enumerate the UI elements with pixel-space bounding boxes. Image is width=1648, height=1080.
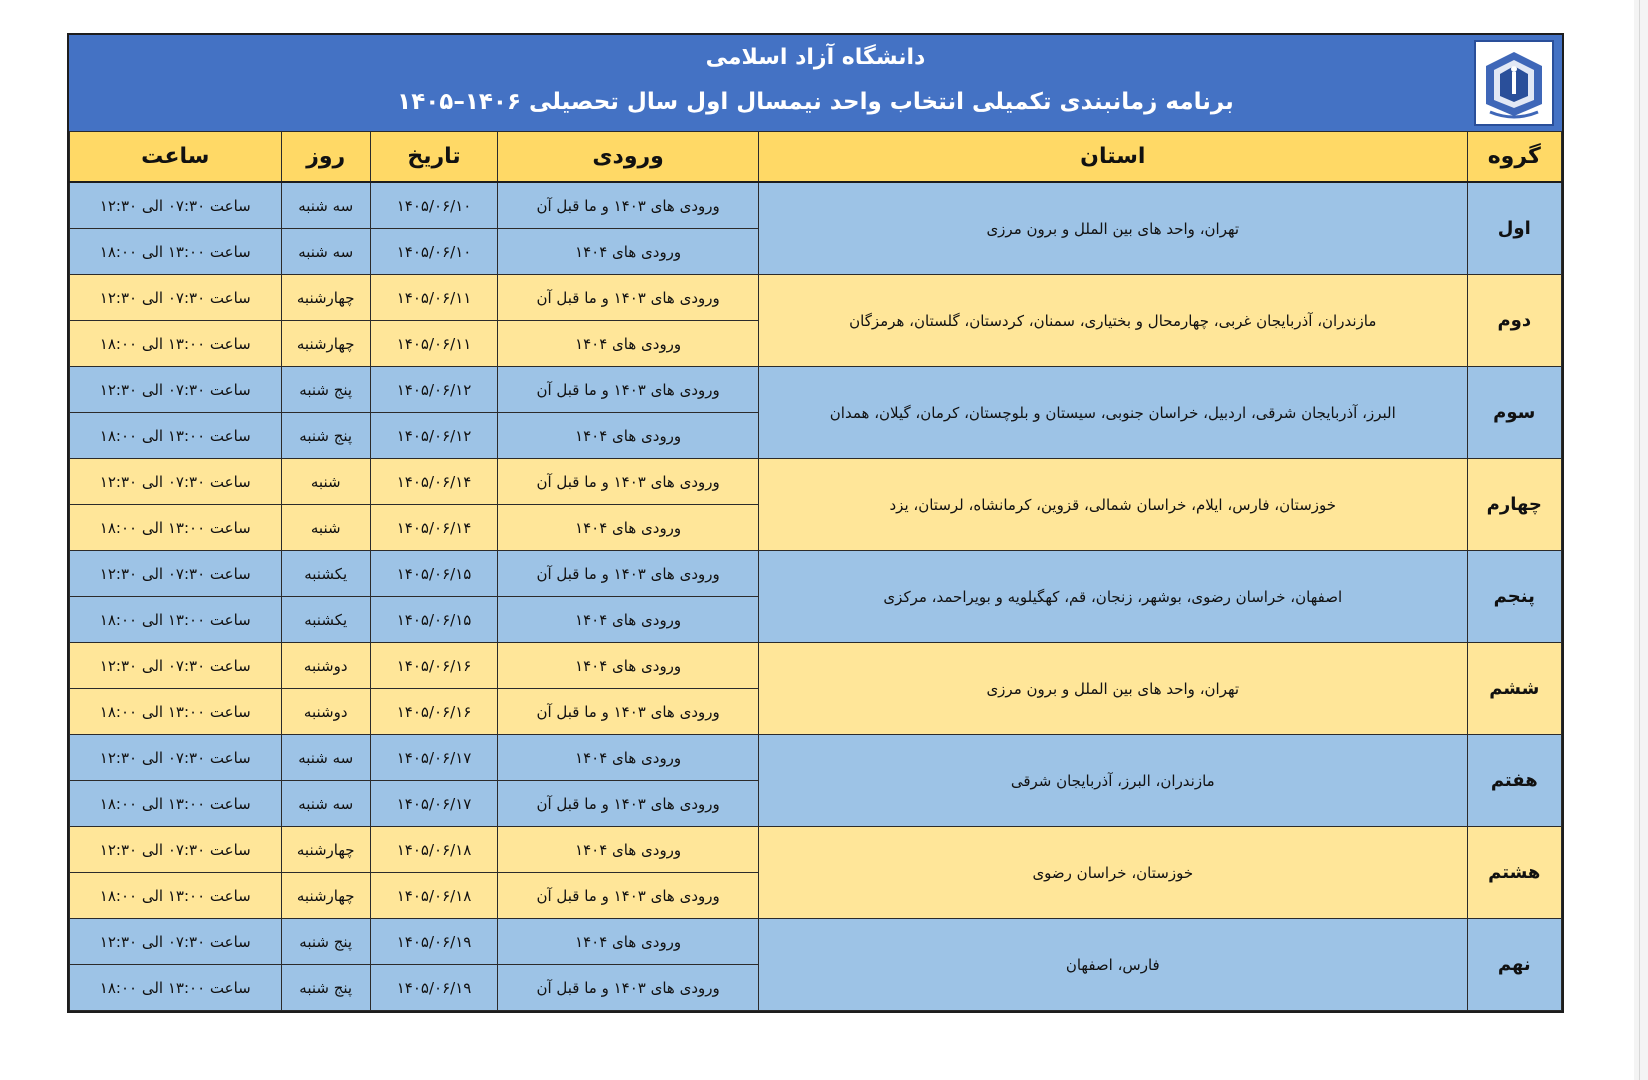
entry-cell: ورودی های ۱۴۰۴ (498, 597, 759, 643)
date-cell: ۱۴۰۵/۰۶/۱۹ (370, 919, 497, 965)
entry-cell: ورودی های ۱۴۰۳ و ما قبل آن (498, 459, 759, 505)
entry-cell: ورودی های ۱۴۰۴ (498, 827, 759, 873)
table-row (70, 182, 1562, 229)
time-cell: ساعت ۱۳:۰۰ الی ۱۸:۰۰ (70, 781, 282, 827)
schedule-subtitle: برنامه زمانبندی تکمیلی انتخاب واحد نیمسال اول سال تحصیلی ۱۴۰۶–۱۴۰۵ (397, 89, 1234, 115)
column-header-time: ساعت (70, 132, 282, 183)
time-cell: ساعت ۰۷:۳۰ الی ۱۲:۳۰ (70, 643, 282, 689)
entry-cell: ورودی های ۱۴۰۴ (498, 919, 759, 965)
date-cell: ۱۴۰۵/۰۶/۱۴ (370, 459, 497, 505)
day-cell: یکشنبه (281, 597, 370, 643)
time-cell: ساعت ۱۳:۰۰ الی ۱۸:۰۰ (70, 597, 282, 643)
entry-cell: ورودی های ۱۴۰۴ (498, 643, 759, 689)
time-cell: ساعت ۱۳:۰۰ الی ۱۸:۰۰ (70, 965, 282, 1011)
date-cell: ۱۴۰۵/۰۶/۱۵ (370, 597, 497, 643)
group-name: دوم (1467, 275, 1561, 367)
group-provinces: اصفهان، خراسان رضوی، بوشهر، زنجان، قم، کهگیلویه و بویراحمد، مرکزی (759, 551, 1468, 643)
date-cell: ۱۴۰۵/۰۶/۱۵ (370, 551, 497, 597)
table-row (70, 275, 1562, 321)
university-logo-icon (1474, 40, 1554, 126)
entry-cell: ورودی های ۱۴۰۴ (498, 505, 759, 551)
day-cell: پنج شنبه (281, 965, 370, 1011)
group-name: هشتم (1467, 827, 1561, 919)
day-cell: دوشنبه (281, 643, 370, 689)
time-cell: ساعت ۰۷:۳۰ الی ۱۲:۳۰ (70, 459, 282, 505)
scrollbar-track[interactable] (1634, 0, 1648, 1080)
day-cell: چهارشنبه (281, 827, 370, 873)
university-title: دانشگاه آزاد اسلامی (705, 45, 926, 70)
entry-cell: ورودی های ۱۴۰۴ (498, 321, 759, 367)
entry-cell: ورودی های ۱۴۰۳ و ما قبل آن (498, 873, 759, 919)
date-cell: ۱۴۰۵/۰۶/۱۷ (370, 781, 497, 827)
day-cell: سه شنبه (281, 229, 370, 275)
time-cell: ساعت ۱۳:۰۰ الی ۱۸:۰۰ (70, 505, 282, 551)
group-provinces: مازندران، آذربایجان غربی، چهارمحال و بختیاری، سمنان، کردستان، گلستان، هرمزگان (759, 275, 1468, 367)
day-cell: یکشنبه (281, 551, 370, 597)
day-cell: دوشنبه (281, 689, 370, 735)
date-cell: ۱۴۰۵/۰۶/۱۲ (370, 367, 497, 413)
date-cell: ۱۴۰۵/۰۶/۱۱ (370, 321, 497, 367)
day-cell: سه شنبه (281, 182, 370, 229)
day-cell: پنج شنبه (281, 919, 370, 965)
schedule-table (69, 131, 1562, 1011)
group-provinces: خوزستان، فارس، ایلام، خراسان شمالی، قزوین، کرمانشاه، لرستان، یزد (759, 459, 1468, 551)
date-cell: ۱۴۰۵/۰۶/۱۶ (370, 643, 497, 689)
scrollbar-line (1639, 0, 1640, 1080)
group-name: پنجم (1467, 551, 1561, 643)
group-provinces: خوزستان، خراسان رضوی (759, 827, 1468, 919)
table-row (70, 551, 1562, 597)
date-cell: ۱۴۰۵/۰۶/۱۰ (370, 182, 497, 229)
table-row (70, 643, 1562, 689)
time-cell: ساعت ۱۳:۰۰ الی ۱۸:۰۰ (70, 873, 282, 919)
day-cell: چهارشنبه (281, 275, 370, 321)
table-row (70, 919, 1562, 965)
time-cell: ساعت ۰۷:۳۰ الی ۱۲:۳۰ (70, 275, 282, 321)
time-cell: ساعت ۰۷:۳۰ الی ۱۲:۳۰ (70, 827, 282, 873)
day-cell: سه شنبه (281, 735, 370, 781)
group-provinces: تهران، واحد های بین الملل و برون مرزی (759, 643, 1468, 735)
day-cell: پنج شنبه (281, 413, 370, 459)
document-header (69, 35, 1562, 133)
entry-cell: ورودی های ۱۴۰۴ (498, 735, 759, 781)
group-name: اول (1467, 182, 1561, 275)
group-name: هفتم (1467, 735, 1561, 827)
time-cell: ساعت ۱۳:۰۰ الی ۱۸:۰۰ (70, 229, 282, 275)
entry-cell: ورودی های ۱۴۰۳ و ما قبل آن (498, 781, 759, 827)
group-name: ششم (1467, 643, 1561, 735)
entry-cell: ورودی های ۱۴۰۳ و ما قبل آن (498, 367, 759, 413)
group-name: سوم (1467, 367, 1561, 459)
table-header-row (70, 132, 1562, 183)
day-cell: چهارشنبه (281, 873, 370, 919)
group-provinces: مازندران، البرز، آذربایجان شرقی (759, 735, 1468, 827)
day-cell: پنج شنبه (281, 367, 370, 413)
time-cell: ساعت ۱۳:۰۰ الی ۱۸:۰۰ (70, 321, 282, 367)
column-header-entry: ورودی (498, 132, 759, 183)
group-provinces: تهران، واحد های بین الملل و برون مرزی (759, 182, 1468, 275)
entry-cell: ورودی های ۱۴۰۴ (498, 413, 759, 459)
date-cell: ۱۴۰۵/۰۶/۱۹ (370, 965, 497, 1011)
date-cell: ۱۴۰۵/۰۶/۱۰ (370, 229, 497, 275)
entry-cell: ورودی های ۱۴۰۳ و ما قبل آن (498, 551, 759, 597)
group-name: نهم (1467, 919, 1561, 1011)
day-cell: شنبه (281, 459, 370, 505)
group-name: چهارم (1467, 459, 1561, 551)
column-header-day: روز (281, 132, 370, 183)
group-provinces: فارس، اصفهان (759, 919, 1468, 1011)
time-cell: ساعت ۰۷:۳۰ الی ۱۲:۳۰ (70, 367, 282, 413)
table-row (70, 459, 1562, 505)
date-cell: ۱۴۰۵/۰۶/۱۸ (370, 873, 497, 919)
group-provinces: البرز، آذربایجان شرقی، اردبیل، خراسان جنوبی، سیستان و بلوچستان، کرمان، گیلان، همدان (759, 367, 1468, 459)
entry-cell: ورودی های ۱۴۰۳ و ما قبل آن (498, 689, 759, 735)
column-header-province: استان (759, 132, 1468, 183)
column-header-date: تاریخ (370, 132, 497, 183)
date-cell: ۱۴۰۵/۰۶/۱۴ (370, 505, 497, 551)
schedule-document (67, 33, 1564, 1013)
day-cell: چهارشنبه (281, 321, 370, 367)
time-cell: ساعت ۱۳:۰۰ الی ۱۸:۰۰ (70, 689, 282, 735)
time-cell: ساعت ۰۷:۳۰ الی ۱۲:۳۰ (70, 735, 282, 781)
day-cell: شنبه (281, 505, 370, 551)
date-cell: ۱۴۰۵/۰۶/۱۷ (370, 735, 497, 781)
time-cell: ساعت ۰۷:۳۰ الی ۱۲:۳۰ (70, 919, 282, 965)
date-cell: ۱۴۰۵/۰۶/۱۶ (370, 689, 497, 735)
entry-cell: ورودی های ۱۴۰۴ (498, 229, 759, 275)
date-cell: ۱۴۰۵/۰۶/۱۸ (370, 827, 497, 873)
table-row (70, 367, 1562, 413)
table-row (70, 827, 1562, 873)
time-cell: ساعت ۱۳:۰۰ الی ۱۸:۰۰ (70, 413, 282, 459)
entry-cell: ورودی های ۱۴۰۳ و ما قبل آن (498, 182, 759, 229)
day-cell: سه شنبه (281, 781, 370, 827)
time-cell: ساعت ۰۷:۳۰ الی ۱۲:۳۰ (70, 551, 282, 597)
entry-cell: ورودی های ۱۴۰۳ و ما قبل آن (498, 275, 759, 321)
entry-cell: ورودی های ۱۴۰۳ و ما قبل آن (498, 965, 759, 1011)
column-header-group: گروه (1467, 132, 1561, 183)
time-cell: ساعت ۰۷:۳۰ الی ۱۲:۳۰ (70, 182, 282, 229)
date-cell: ۱۴۰۵/۰۶/۱۲ (370, 413, 497, 459)
date-cell: ۱۴۰۵/۰۶/۱۱ (370, 275, 497, 321)
table-row (70, 735, 1562, 781)
